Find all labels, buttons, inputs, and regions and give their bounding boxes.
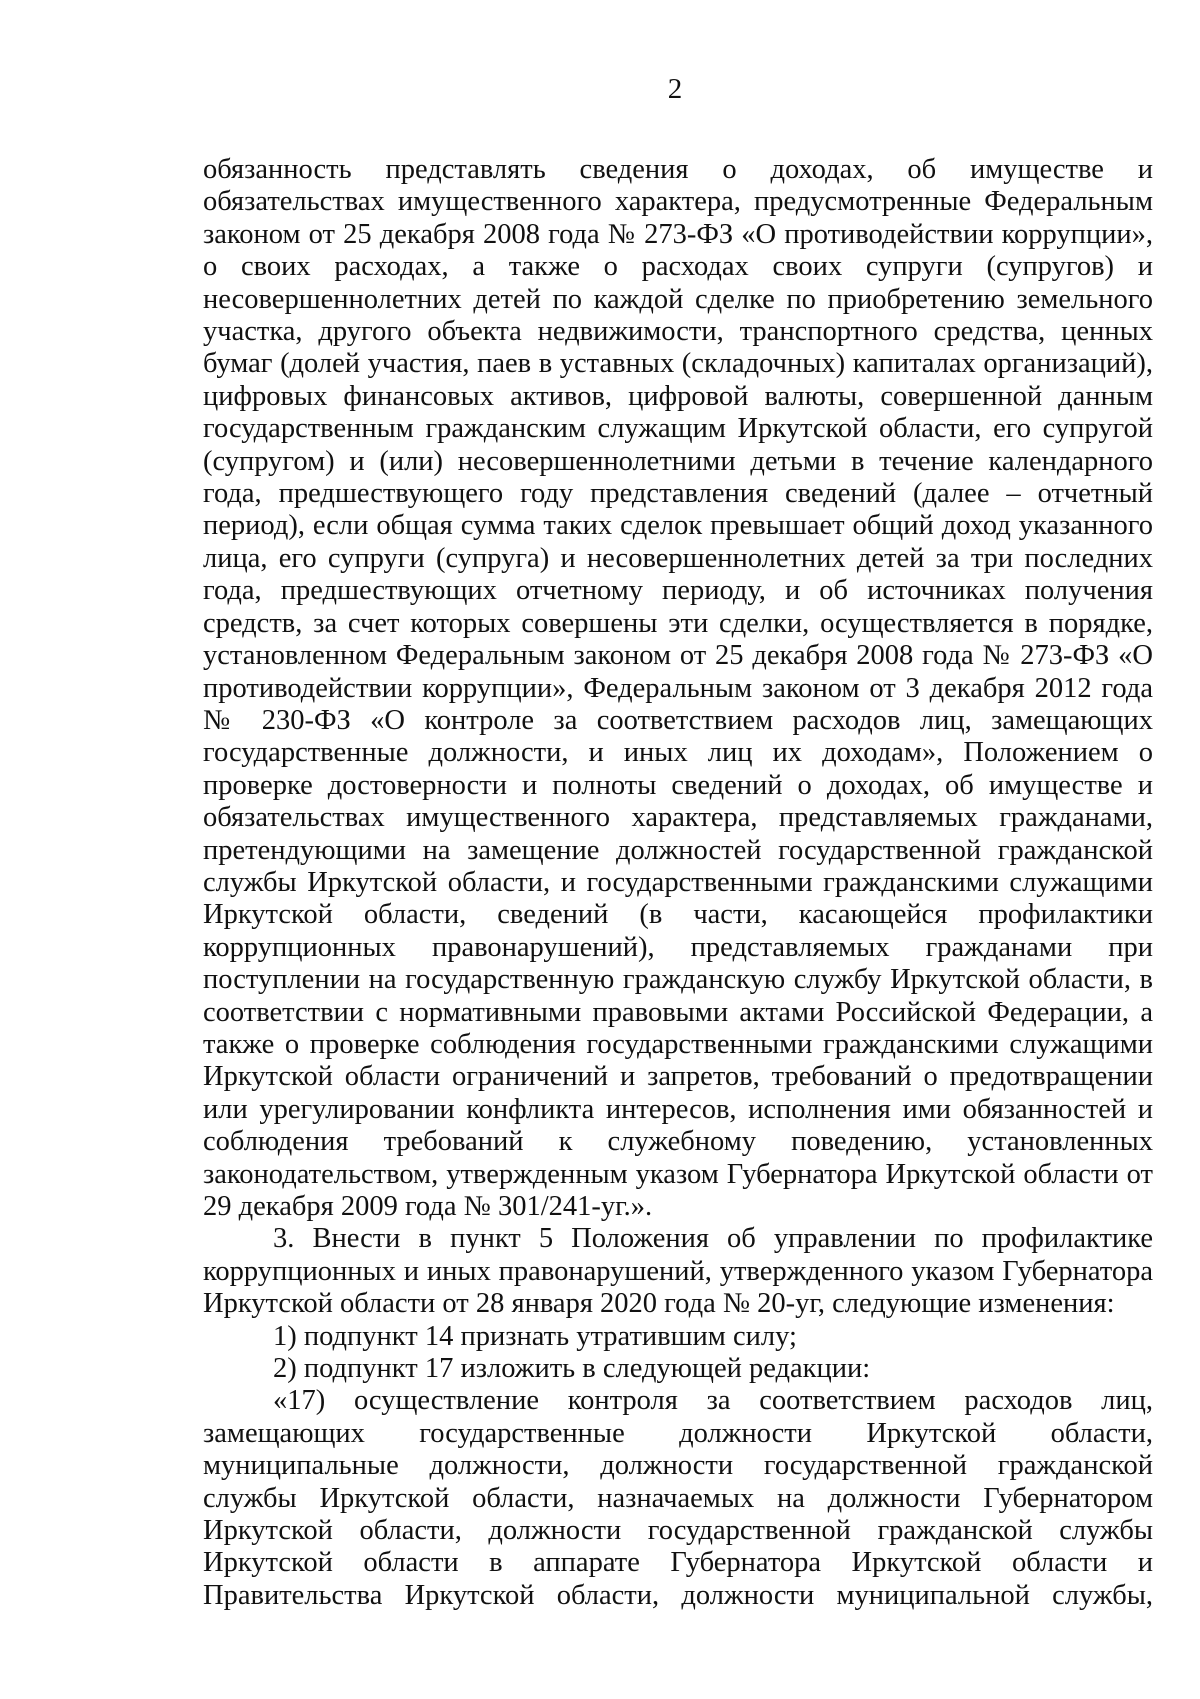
page-number: 2 — [667, 73, 683, 105]
paragraph-subitem-1: 1) подпункт 14 признать утратившим силу; — [273, 1320, 797, 1352]
paragraph-subitem-17-text: «17) осуществление контроля за соответствием расходов лиц, замещающих государственные должности Иркутской области, муниципальные должности, должности государственной гражданской службы Иркутской области, назначаемых на должности Губернатором Иркутской области, должности государственной гражданской службы Иркутской области в аппарате Губернатора Иркутской области и Правительства Иркутской области, должности муниципальной службы, — [203, 1385, 1153, 1611]
paragraph-continuation: обязанность представлять сведения о доходах, об имуществе и обязательствах имущественного характера, предусмотренные Федеральным законом от 25 декабря 2008 года № 273-ФЗ «О противодействии коррупции», о своих расходах, а также о расходах своих супруги (супругов) и несовершеннолетних детей по каждой сделке по приобретению земельного участка, другого объекта недвижимости, транспортного средства, ценных бумаг (долей участия, паев в уставных (складочных) капиталах организаций), цифровых финансовых активов, цифровой валюты, совершенной данным государственным гражданским служащим Иркутской области, его супругой (супругом) и (или) несовершеннолетними детьми в течение календарного года, предшествующего году представления сведений (далее – отчетный период), если общая сумма таких сделок превышает общий доход указанного лица, его супруги (супруга) и несовершеннолетних детей за три последних года, предшествующих отчетному периоду, и об источниках получения средств, за счет которых совершены эти сделки, осуществляется в порядке, установленном Федеральным законом от 25 декабря 2008 года № 273-ФЗ «О противодействии коррупции», Федеральным законом от 3 декабря 2012 года № 230-ФЗ «О контроле за соответствием расходов лиц, замещающих государственные должности, и иных лиц их доходам», Положением о проверке достоверности и полноты сведений о доходах, об имуществе и обязательствах имущественного характера, представляемых гражданами, претендующими на замещение должностей государственной гражданской службы Иркутской области, и государственными гражданскими служащими Иркутской области, сведений (в части, касающейся профилактики коррупционных правонарушений), представляемых гражданами при поступлении на государственную гражданскую службу Иркутской области, в соответствии с нормативными правовыми актами Российской Федерации, а также о проверке соблюдения государственными гражданскими служащими Иркутской области ограничений и запретов, требований о предотвращении или урегулировании конфликта интересов, исполнения ими обязанностей и соблюдения требований к служебному поведению, установленных законодательством, утвержденным указом Губернатора Иркутской области от 29 декабря 2009 года № 301/241-уг.». — [203, 154, 1153, 1222]
paragraph-item-3: 3. Внести в пункт 5 Положения об управлении по профилактике коррупционных и иных правонарушений, утвержденного указом Губернатора Иркутской области от 28 января 2020 года № 20-уг, следующие изменения: — [203, 1223, 1153, 1320]
document-body — [203, 154, 1153, 1612]
paragraph-subitem-2: 2) подпункт 17 изложить в следующей редакции: — [273, 1353, 871, 1385]
